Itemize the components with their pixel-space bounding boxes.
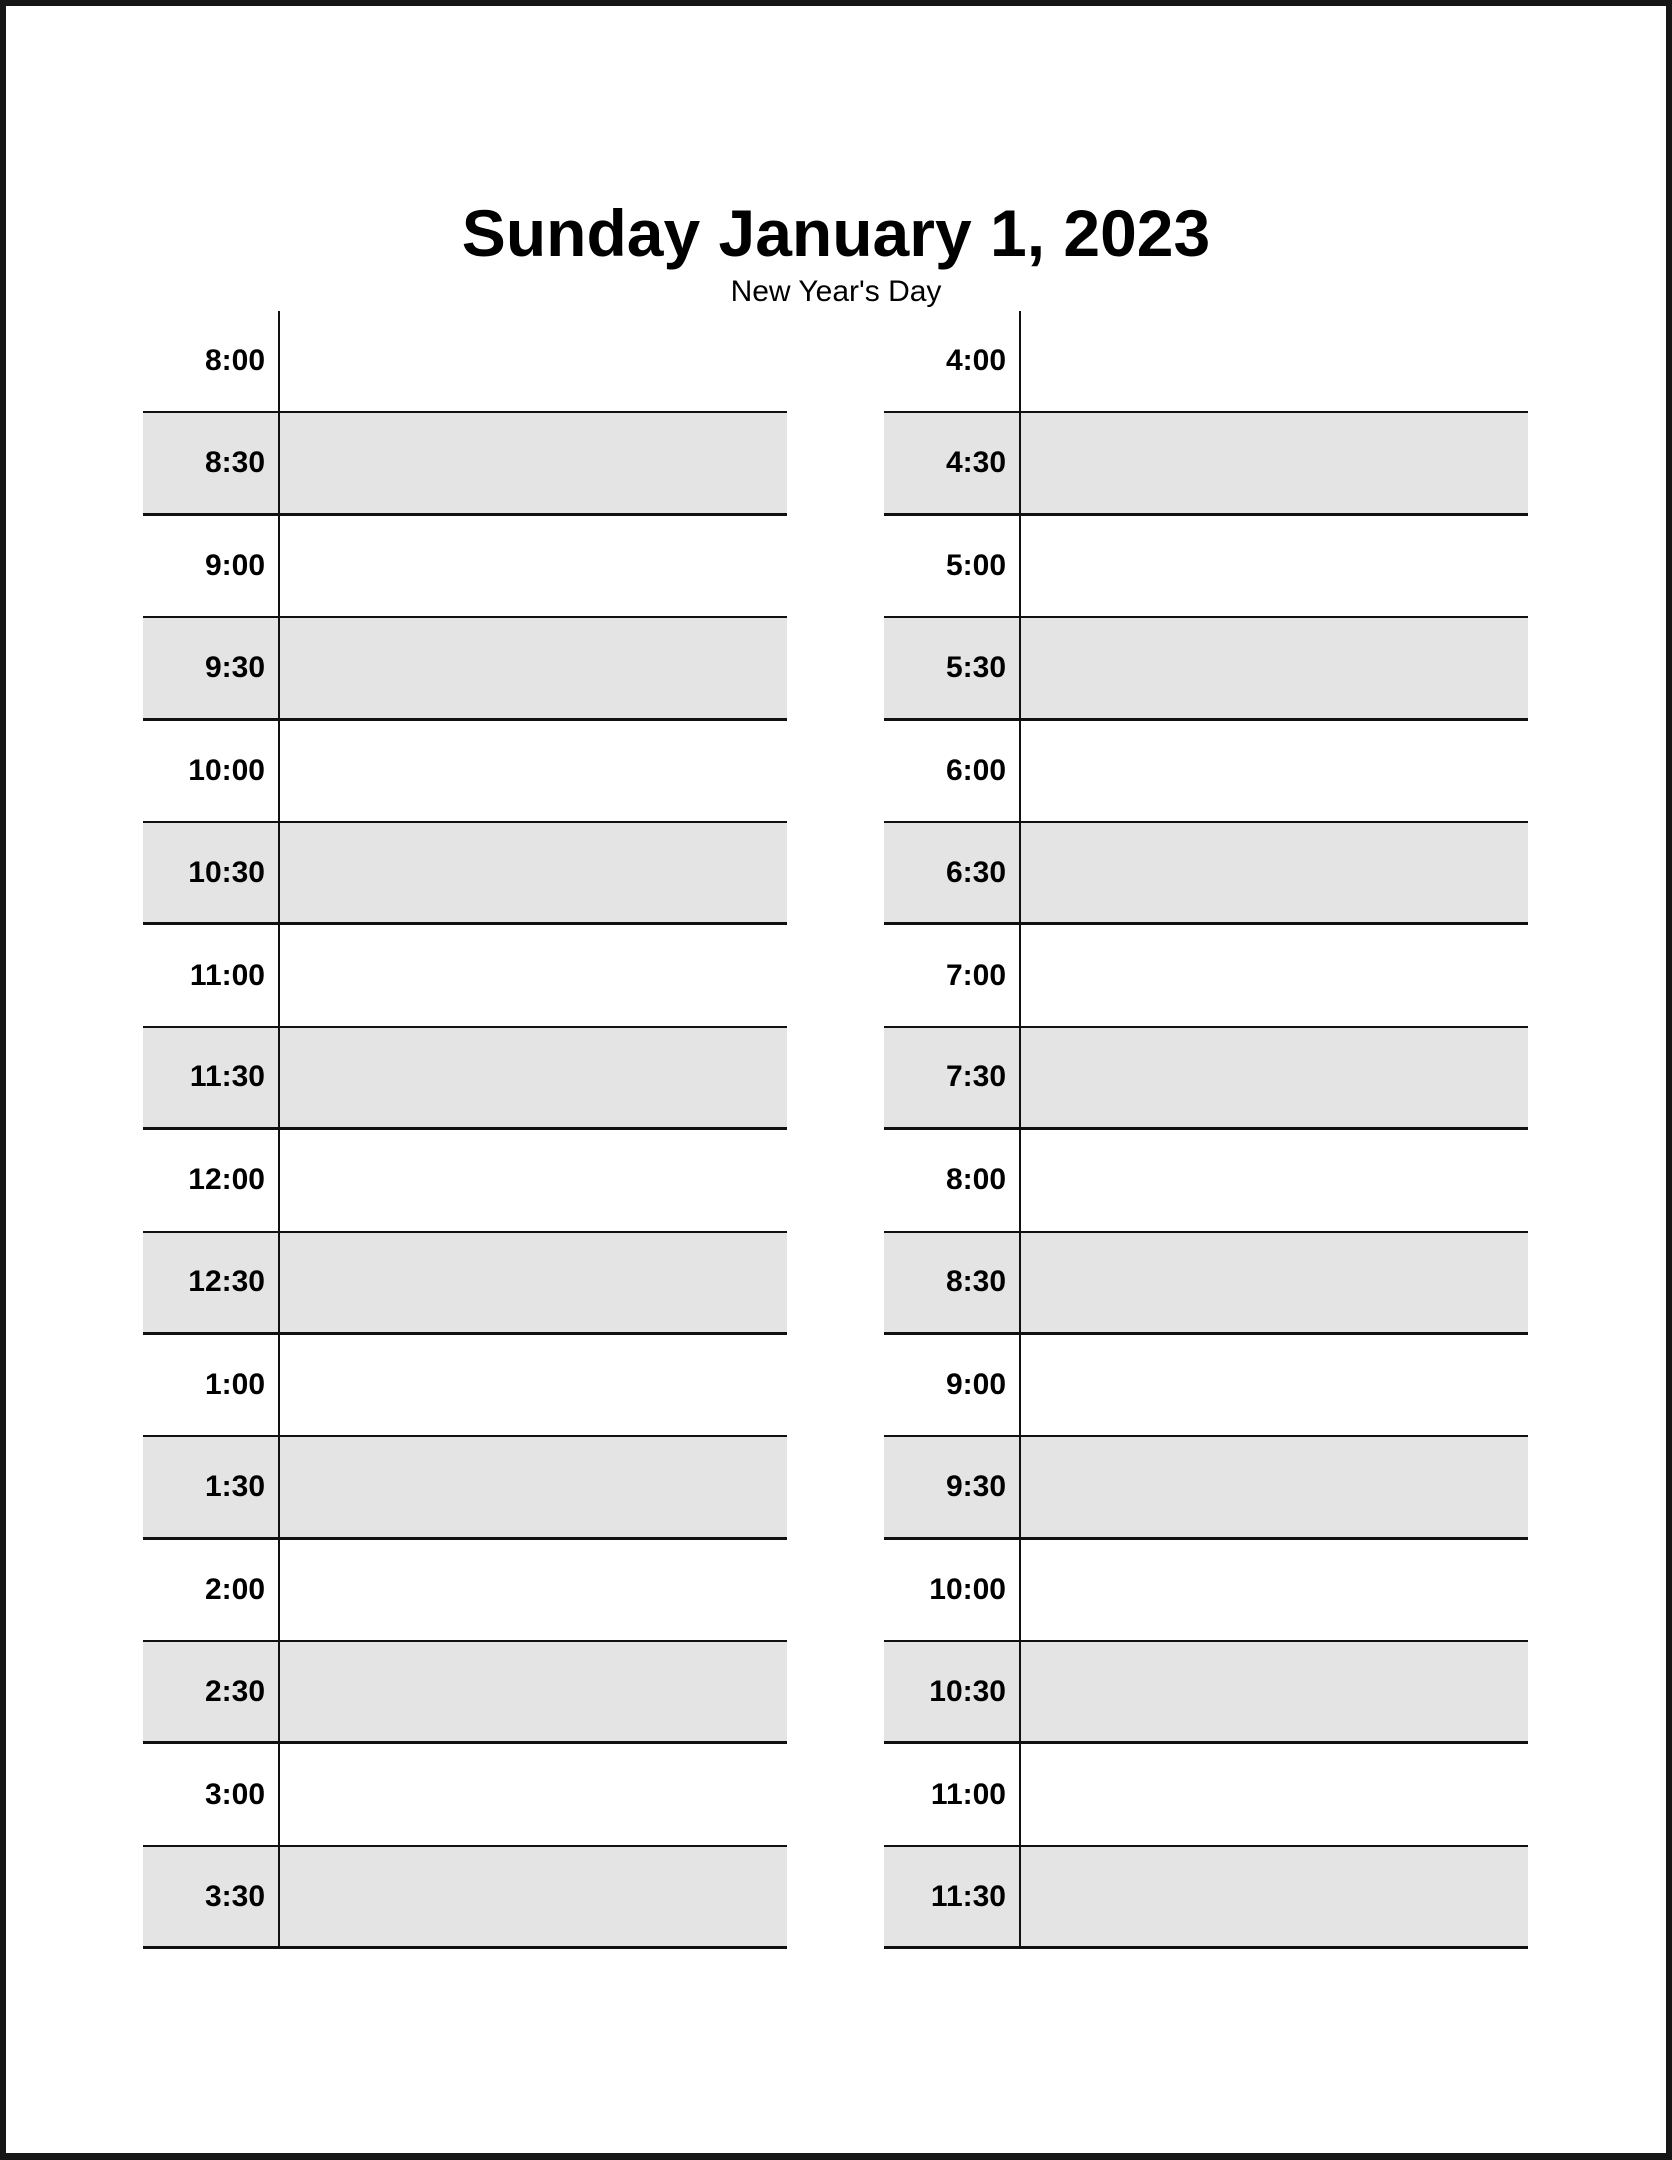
time-label: 1:30 — [204, 1469, 265, 1503]
time-slot-row — [143, 516, 787, 618]
time-slot-row — [884, 1847, 1528, 1949]
appointment-slot[interactable] — [280, 1847, 787, 1946]
appointment-slot[interactable] — [280, 413, 787, 512]
time-slot-row — [884, 1335, 1528, 1437]
time-label: 11:00 — [930, 1777, 1006, 1811]
time-label: 12:30 — [188, 1265, 265, 1299]
appointment-slot[interactable] — [280, 1540, 787, 1640]
appointment-slot[interactable] — [1021, 721, 1528, 821]
time-label: 9:30 — [945, 1469, 1006, 1503]
appointment-slot[interactable] — [1021, 1335, 1528, 1435]
time-label: 8:30 — [945, 1265, 1006, 1299]
time-slot-row — [884, 413, 1528, 515]
appointment-slot[interactable] — [1021, 1744, 1528, 1844]
time-slot-row — [143, 413, 787, 515]
time-slot-row — [143, 823, 787, 925]
appointment-slot[interactable] — [1021, 823, 1528, 922]
appointment-slot[interactable] — [1021, 516, 1528, 616]
time-slot-row — [884, 516, 1528, 618]
appointment-slot[interactable] — [280, 1642, 787, 1741]
appointment-slot[interactable] — [1021, 1642, 1528, 1741]
time-label: 8:00 — [945, 1163, 1006, 1197]
time-label: 12:00 — [188, 1163, 265, 1197]
appointment-slot[interactable] — [1021, 1847, 1528, 1946]
time-label: 2:30 — [204, 1674, 265, 1708]
time-slot-row — [884, 1437, 1528, 1539]
time-label: 9:00 — [204, 548, 265, 582]
time-label: 8:30 — [204, 446, 265, 480]
time-label: 7:30 — [945, 1060, 1006, 1094]
time-slot-row — [884, 1540, 1528, 1642]
time-label: 7:00 — [945, 958, 1006, 992]
appointment-slot[interactable] — [280, 721, 787, 821]
time-slot-row — [884, 618, 1528, 720]
appointment-slot[interactable] — [1021, 1130, 1528, 1230]
time-label: 3:00 — [204, 1777, 265, 1811]
appointment-slot[interactable] — [280, 1744, 787, 1844]
time-slot-row — [143, 1233, 787, 1335]
time-slot-row — [884, 823, 1528, 925]
time-slot-row — [884, 1744, 1528, 1846]
time-label: 1:00 — [204, 1368, 265, 1402]
appointment-slot[interactable] — [280, 516, 787, 616]
time-slot-row — [143, 311, 787, 413]
time-label: 11:30 — [189, 1060, 265, 1094]
appointment-slot[interactable] — [280, 311, 787, 411]
appointment-slot[interactable] — [280, 925, 787, 1025]
time-label: 5:00 — [945, 548, 1006, 582]
holiday-label: New Year's Day — [730, 275, 942, 308]
appointment-slot[interactable] — [280, 1130, 787, 1230]
appointment-slot[interactable] — [1021, 1028, 1528, 1127]
time-label: 3:30 — [204, 1879, 265, 1913]
time-label: 10:00 — [188, 753, 265, 787]
time-slot-row — [884, 721, 1528, 823]
time-label: 10:30 — [188, 855, 265, 889]
time-slot-row — [884, 1028, 1528, 1130]
appointment-slot[interactable] — [280, 1335, 787, 1435]
appointment-slot[interactable] — [1021, 1437, 1528, 1536]
time-slot-row — [143, 1130, 787, 1232]
time-label: 8:00 — [204, 344, 265, 378]
schedule-column-right — [884, 311, 1528, 1949]
appointment-slot[interactable] — [280, 1437, 787, 1536]
page-title: Sunday January 1, 2023 — [461, 196, 1211, 270]
time-label: 10:00 — [929, 1572, 1006, 1606]
appointment-slot[interactable] — [1021, 618, 1528, 717]
time-slot-row — [884, 1642, 1528, 1744]
time-slot-row — [143, 1540, 787, 1642]
time-slot-row — [884, 925, 1528, 1027]
time-slot-row — [884, 311, 1528, 413]
appointment-slot[interactable] — [280, 823, 787, 922]
time-label: 11:00 — [189, 958, 265, 992]
time-label: 2:00 — [204, 1572, 265, 1606]
time-slot-row — [884, 1233, 1528, 1335]
appointment-slot[interactable] — [280, 1233, 787, 1332]
time-label: 6:30 — [945, 855, 1006, 889]
time-slot-row — [143, 618, 787, 720]
appointment-slot[interactable] — [1021, 413, 1528, 512]
appointment-slot[interactable] — [1021, 925, 1528, 1025]
appointment-slot[interactable] — [280, 618, 787, 717]
time-label: 10:30 — [929, 1674, 1006, 1708]
schedule-column-left — [143, 311, 787, 1949]
time-label: 4:00 — [945, 344, 1006, 378]
time-label: 9:30 — [204, 650, 265, 684]
appointment-slot[interactable] — [280, 1028, 787, 1127]
time-slot-row — [143, 1028, 787, 1130]
time-slot-row — [143, 721, 787, 823]
appointment-slot[interactable] — [1021, 311, 1528, 411]
time-slot-row — [143, 1437, 787, 1539]
time-label: 5:30 — [945, 650, 1006, 684]
time-slot-row — [143, 925, 787, 1027]
time-label: 4:30 — [945, 446, 1006, 480]
time-slot-row — [143, 1335, 787, 1437]
time-slot-row — [884, 1130, 1528, 1232]
time-slot-row — [143, 1642, 787, 1744]
appointment-slot[interactable] — [1021, 1540, 1528, 1640]
time-slot-row — [143, 1744, 787, 1846]
time-label: 9:00 — [945, 1368, 1006, 1402]
time-label: 6:00 — [945, 753, 1006, 787]
time-slot-row — [143, 1847, 787, 1949]
time-label: 11:30 — [930, 1879, 1006, 1913]
appointment-slot[interactable] — [1021, 1233, 1528, 1332]
